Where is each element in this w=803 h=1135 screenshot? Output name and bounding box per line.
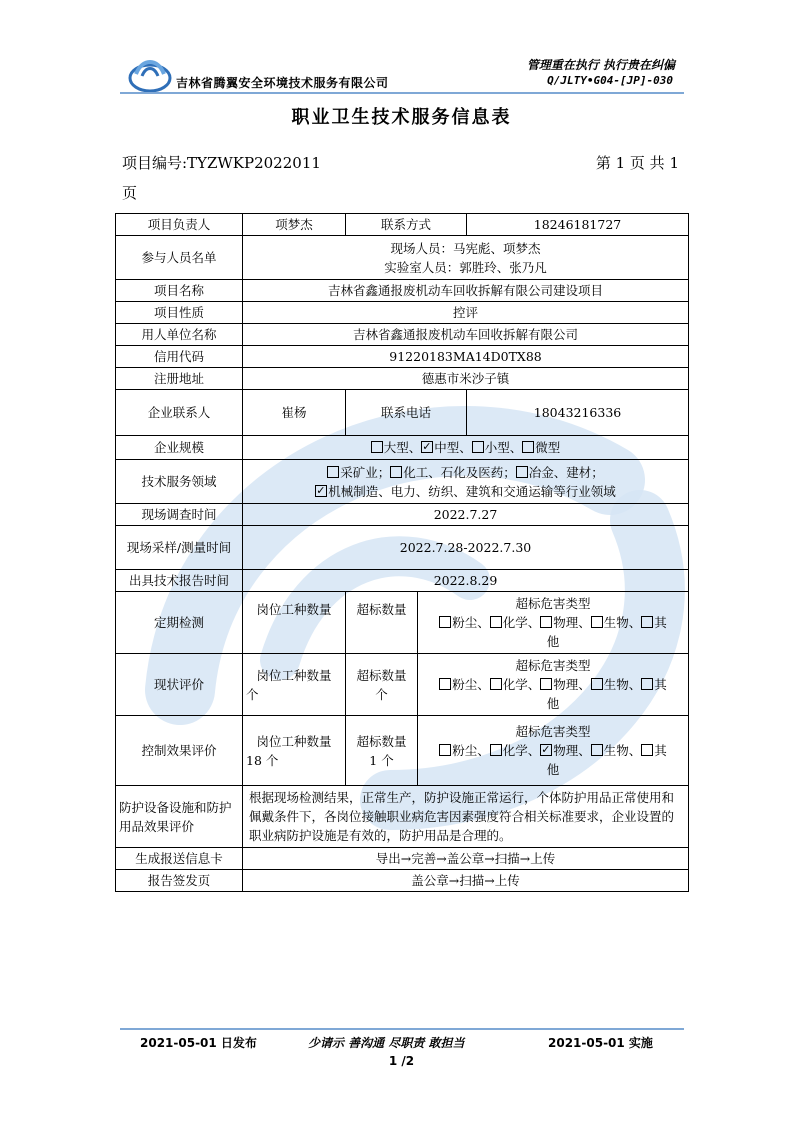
status-hazard xyxy=(418,654,689,716)
protection-eval-label: 防护设备设施和防护用品效果评价 xyxy=(116,786,243,848)
project-nature-label: 项目性质 xyxy=(116,302,243,324)
leader-value: 项梦杰 xyxy=(243,214,346,236)
page-info: 第 1 页 共 1 xyxy=(595,154,679,172)
leader-label: 项目负责人 xyxy=(116,214,243,236)
control-post-count-label: 岗位工种数量 xyxy=(256,733,332,749)
status-other-label: 其 xyxy=(654,677,667,692)
participants-field: 现场人员：马宪彪、项梦杰 xyxy=(390,240,541,256)
status-chemical-checkbox[interactable] xyxy=(490,678,502,690)
enterprise-contact-value: 崔杨 xyxy=(243,390,346,436)
scale-options xyxy=(243,436,689,460)
periodic-biological-label: 生物、 xyxy=(603,615,642,630)
status-physical-label: 物理、 xyxy=(553,677,591,692)
status-eval-label: 现状评价 xyxy=(116,654,243,716)
control-hazard-title: 超标危害类型 xyxy=(515,724,591,739)
report-sign-label: 报告签发页 xyxy=(116,870,243,892)
report-time-value: 2022.8.29 xyxy=(243,570,689,592)
info-card-label: 生成报送信息卡 xyxy=(116,848,243,870)
field-chemical-checkbox[interactable] xyxy=(390,466,402,478)
project-number: 项目编号:TYZWKP2022011 xyxy=(122,154,321,172)
participants-value xyxy=(243,236,689,280)
company-logo-icon xyxy=(128,52,172,94)
periodic-over-count xyxy=(346,592,418,654)
employer-value: 吉林省鑫通报废机动车回收拆解有限公司 xyxy=(243,324,689,346)
periodic-physical-label: 物理、 xyxy=(553,615,591,630)
contact-label: 联系方式 xyxy=(346,214,467,236)
participants-label: 参与人员名单 xyxy=(116,236,243,280)
sampling-time-label: 现场采样/测量时间 xyxy=(116,526,243,570)
periodic-hazard-title: 超标危害类型 xyxy=(515,596,591,611)
footer-slogan: 少请示 善沟通 尽职责 敢担当 xyxy=(308,1036,465,1050)
periodic-dust-label: 粉尘、 xyxy=(452,615,490,630)
control-other-checkbox[interactable] xyxy=(641,744,653,756)
service-field-options xyxy=(243,460,689,504)
control-other-wrap: 他 xyxy=(546,762,560,777)
periodic-chemical-checkbox[interactable] xyxy=(490,616,502,628)
status-over-count-unit: 个 xyxy=(375,686,388,702)
periodic-physical-checkbox[interactable] xyxy=(540,616,552,628)
status-biological-label: 生物、 xyxy=(603,677,642,692)
credit-code-label: 信用代码 xyxy=(116,346,243,368)
control-eval-label: 控制效果评价 xyxy=(116,716,243,786)
enterprise-phone-value: 18043216336 xyxy=(467,390,689,436)
status-other-checkbox[interactable] xyxy=(641,678,653,690)
employer-label: 用人单位名称 xyxy=(116,324,243,346)
control-dust-checkbox[interactable] xyxy=(439,744,451,756)
status-post-count-unit: 个 xyxy=(246,686,259,702)
survey-time-label: 现场调查时间 xyxy=(116,504,243,526)
periodic-dust-checkbox[interactable] xyxy=(439,616,451,628)
scale-medium-label: 中型、 xyxy=(434,440,472,455)
scale-medium-checkbox[interactable] xyxy=(421,441,433,453)
report-time-label: 出具技术报告时间 xyxy=(116,570,243,592)
status-physical-checkbox[interactable] xyxy=(540,678,552,690)
scale-micro-label: 微型 xyxy=(535,440,561,455)
status-dust-label: 粉尘、 xyxy=(452,677,490,692)
scale-large-label: 大型、 xyxy=(383,440,422,455)
periodic-over-count-label: 超标数量 xyxy=(356,602,407,617)
info-card-value: 导出→完善→盖公章→扫描→上传 xyxy=(243,848,689,870)
periodic-other-checkbox[interactable] xyxy=(641,616,653,628)
field-mining-checkbox[interactable] xyxy=(327,466,339,478)
address-value: 德惠市米沙子镇 xyxy=(243,368,689,390)
sampling-time-value: 2022.7.28-2022.7.30 xyxy=(243,526,689,570)
enterprise-phone-label: 联系电话 xyxy=(346,390,467,436)
control-dust-label: 粉尘、 xyxy=(452,743,490,758)
scale-micro-checkbox[interactable] xyxy=(522,441,534,453)
control-hazard xyxy=(418,716,689,786)
control-chemical-checkbox[interactable] xyxy=(490,744,502,756)
status-post-count xyxy=(243,654,346,716)
periodic-chemical-label: 化学、 xyxy=(502,615,541,630)
field-machinery-checkbox[interactable] xyxy=(315,485,327,497)
status-biological-checkbox[interactable] xyxy=(591,678,603,690)
service-info-table xyxy=(115,213,689,892)
status-chemical-label: 化学、 xyxy=(502,677,541,692)
periodic-post-count xyxy=(243,592,346,654)
control-biological-checkbox[interactable] xyxy=(591,744,603,756)
periodic-post-count-label: 岗位工种数量 xyxy=(256,602,332,617)
control-over-count xyxy=(346,716,418,786)
periodic-other-wrap: 他 xyxy=(546,634,560,649)
control-over-count-value: 1 个 xyxy=(369,752,394,768)
control-biological-label: 生物、 xyxy=(603,743,642,758)
page-info-wrap: 页 xyxy=(122,184,138,202)
control-chemical-label: 化学、 xyxy=(502,743,541,758)
document-code: Q/JLTY•G04-[JP]-030 xyxy=(547,74,673,87)
scale-small-checkbox[interactable] xyxy=(472,441,484,453)
control-post-count-value: 18 个 xyxy=(246,752,279,768)
status-over-count-label: 超标数量 xyxy=(356,667,407,683)
address-label: 注册地址 xyxy=(116,368,243,390)
company-name: 吉林省腾翼安全环境技术服务有限公司 xyxy=(176,76,389,90)
participants-lab: 实验室人员：郭胜玲、张乃凡 xyxy=(384,259,547,275)
credit-code-value: 91220183MA14D0TX88 xyxy=(243,346,689,368)
field-metallurgy-checkbox[interactable] xyxy=(516,466,528,478)
scale-small-label: 小型、 xyxy=(484,440,523,455)
enterprise-contact-label: 企业联系人 xyxy=(116,390,243,436)
control-post-count xyxy=(243,716,346,786)
service-field-label: 技术服务领域 xyxy=(116,460,243,504)
control-other-label: 其 xyxy=(654,743,667,758)
footer-rule xyxy=(120,1028,684,1030)
status-other-wrap: 他 xyxy=(546,696,560,711)
page-number: 1 /2 xyxy=(388,1054,415,1068)
issue-date: 2021-05-01 日发布 xyxy=(140,1036,257,1050)
periodic-other-label: 其 xyxy=(654,615,667,630)
scale-large-checkbox[interactable] xyxy=(371,441,383,453)
control-physical-checkbox[interactable] xyxy=(540,744,552,756)
contact-value: 18246181727 xyxy=(467,214,689,236)
header-motto: 管理重在执行 执行贵在纠偏 xyxy=(526,58,675,72)
project-name-value: 吉林省鑫通报废机动车回收拆解有限公司建设项目 xyxy=(243,280,689,302)
control-physical-label: 物理、 xyxy=(553,743,591,758)
project-nature-value: 控评 xyxy=(243,302,689,324)
status-over-count xyxy=(346,654,418,716)
status-post-count-label: 岗位工种数量 xyxy=(256,667,332,683)
status-dust-checkbox[interactable] xyxy=(439,678,451,690)
header-rule xyxy=(120,92,684,94)
survey-time-value: 2022.7.27 xyxy=(243,504,689,526)
field-machinery-label: 机械制造、电力、纺织、建筑和交通运输等行业领域 xyxy=(328,483,616,499)
report-sign-value: 盖公章→扫描→上传 xyxy=(243,870,689,892)
project-name-label: 项目名称 xyxy=(116,280,243,302)
periodic-hazard xyxy=(418,592,689,654)
periodic-label: 定期检测 xyxy=(116,592,243,654)
field-metallurgy-label: 冶金、建材； xyxy=(528,464,604,480)
effective-date: 2021-05-01 实施 xyxy=(548,1036,653,1050)
scale-label: 企业规模 xyxy=(116,436,243,460)
field-chemical-label: 化工、石化及医药； xyxy=(403,464,516,480)
page-title: 职业卫生技术服务信息表 xyxy=(291,107,512,128)
control-over-count-label: 超标数量 xyxy=(356,733,407,749)
status-hazard-title: 超标危害类型 xyxy=(515,658,591,673)
periodic-biological-checkbox[interactable] xyxy=(591,616,603,628)
protection-eval-value: 根据现场检测结果，正常生产，防护设施正常运行，个体防护用品正常使用和佩戴条件下，各岗位接触职业病危害因素强度符合相关标准要求，企业设置的职业病防护设施是有效的，防护用品是合理的。 xyxy=(243,786,689,848)
field-mining-label: 采矿业； xyxy=(340,464,391,480)
